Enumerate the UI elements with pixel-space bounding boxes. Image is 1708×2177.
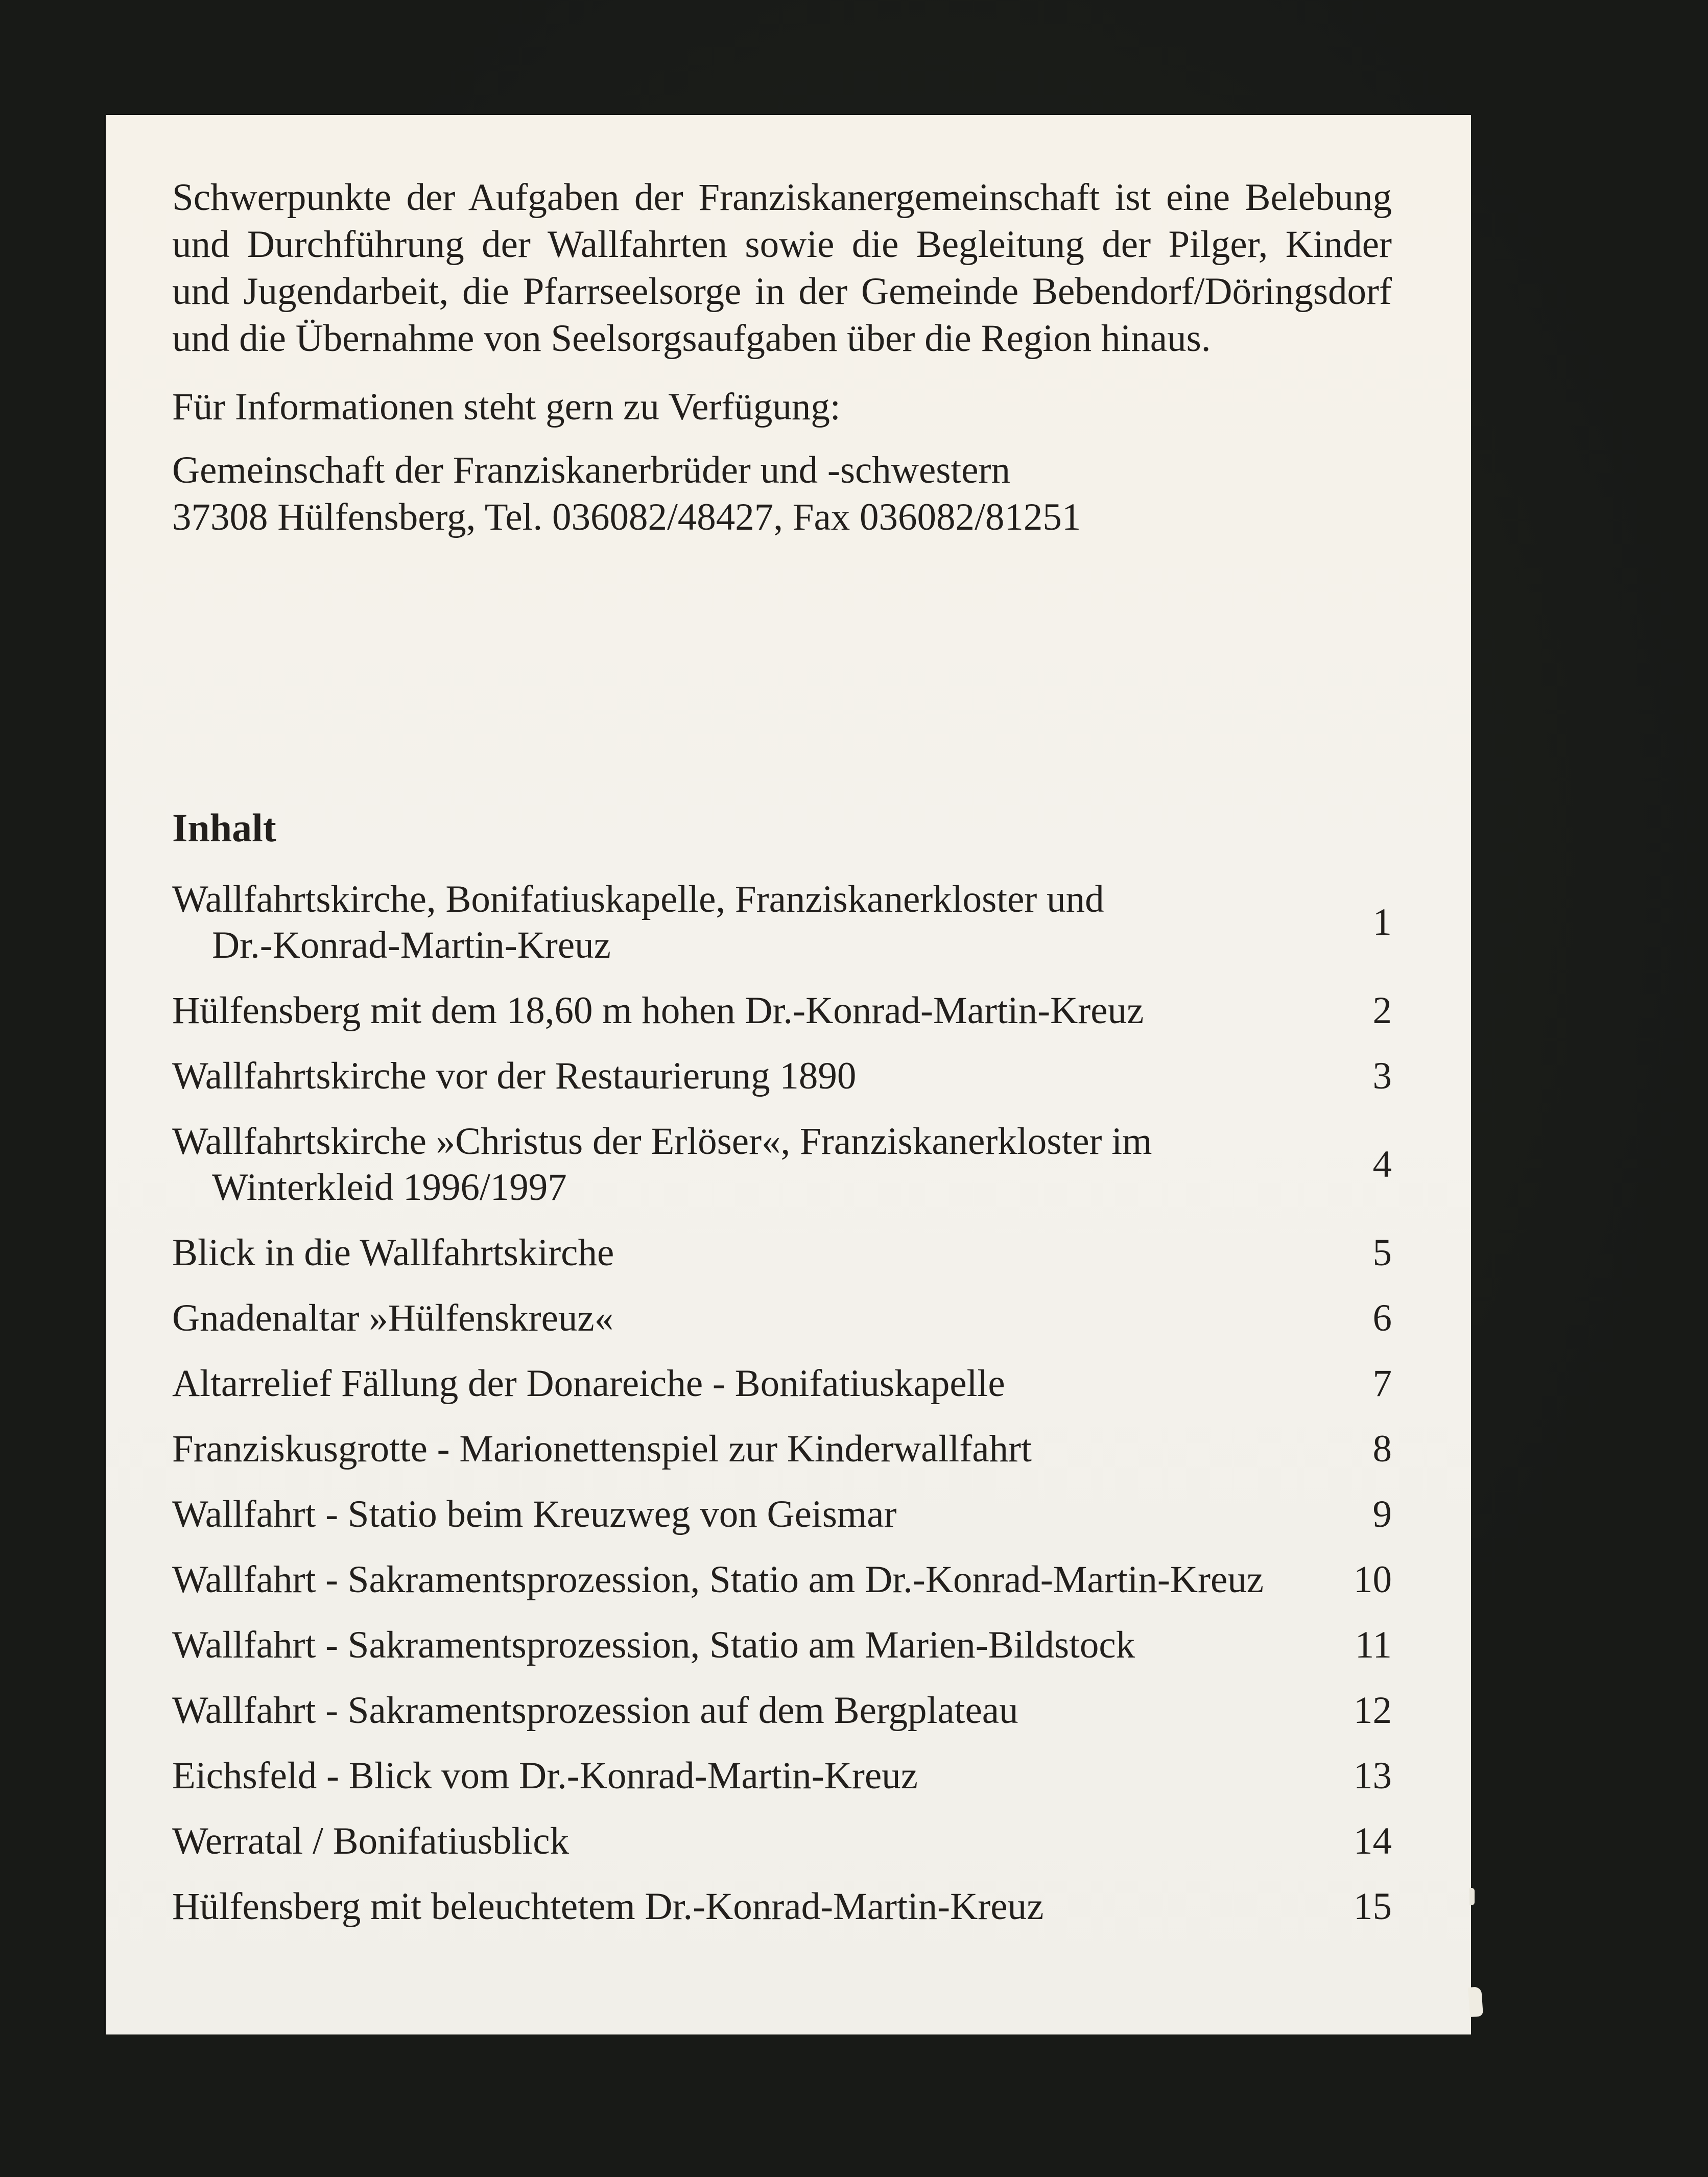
toc-entry xyxy=(172,1818,1392,1864)
intro-line: und Durchführung der Wallfahrten sowie die Begleitung der Pilger, Kinder xyxy=(172,223,1392,266)
toc-entry-title: Wallfahrt - Sakramentsprozession auf dem Bergplateau xyxy=(172,1689,1018,1732)
contact-address-line: 37308 Hülfensberg, Tel. 036082/48427, Fax 036082/81251 xyxy=(172,496,1081,538)
toc-entry xyxy=(172,1492,1392,1537)
toc-entry-title: Wallfahrtskirche, Bonifatiuskapelle, Franziskanerkloster und xyxy=(172,878,1104,920)
toc-entry-page-number: 5 xyxy=(1372,1232,1392,1274)
toc-entry xyxy=(172,1557,1392,1603)
toc-entry-title: Hülfensberg mit beleuchtetem Dr.-Konrad-Martin-Kreuz xyxy=(172,1885,1044,1928)
toc-entry-title: Wallfahrtskirche »Christus der Erlöser«, Franziskanerkloster im xyxy=(172,1120,1152,1163)
toc-entry-title: Eichsfeld - Blick vom Dr.-Konrad-Martin-Kreuz xyxy=(172,1755,918,1797)
toc-entry-title: Wallfahrt - Sakramentsprozession, Statio am Dr.-Konrad-Martin-Kreuz xyxy=(172,1558,1264,1601)
toc-entry xyxy=(172,1295,1392,1341)
toc-entry xyxy=(172,877,1392,968)
toc-entry-page-number: 14 xyxy=(1354,1820,1392,1862)
toc-entry xyxy=(172,1884,1392,1930)
toc-entry xyxy=(172,1622,1392,1668)
info-availability-line: Für Informationen steht gern zu Verfügung: xyxy=(172,386,841,428)
toc-entry-text xyxy=(172,877,1320,968)
toc-entry-page-number: 12 xyxy=(1354,1689,1392,1732)
toc-entry-page-number: 11 xyxy=(1355,1624,1392,1666)
toc-entry-title: Franziskusgrotte - Marionettenspiel zur Kinderwallfahrt xyxy=(172,1428,1032,1470)
toc-entry-page-number: 1 xyxy=(1372,901,1392,943)
toc-entry-title: Wallfahrtskirche vor der Restaurierung 1890 xyxy=(172,1055,857,1097)
toc-heading: Inhalt xyxy=(172,806,276,850)
toc-entry xyxy=(172,1119,1392,1211)
toc-entry xyxy=(172,1753,1392,1799)
toc-entry-title: Wallfahrt - Statio beim Kreuzweg von Geismar xyxy=(172,1493,897,1535)
toc-entry-page-number: 9 xyxy=(1372,1493,1392,1535)
contact-block xyxy=(172,447,1392,541)
toc-entry-page-number: 13 xyxy=(1354,1755,1392,1797)
document-page xyxy=(106,115,1471,2034)
intro-line: Schwerpunkte der Aufgaben der Franziskanergemeinschaft ist eine Belebung xyxy=(172,176,1392,219)
toc-entry-title-line2: Winterkleid 1996/1997 xyxy=(212,1166,567,1209)
toc-entry-title: Blick in die Wallfahrtskirche xyxy=(172,1232,614,1274)
toc-entry xyxy=(172,1688,1392,1734)
toc-entry-title: Wallfahrt - Sakramentsprozession, Statio am Marien-Bildstock xyxy=(172,1624,1135,1666)
paper-tear xyxy=(1468,1986,1483,2017)
toc-entry-page-number: 6 xyxy=(1372,1297,1392,1339)
toc-entry-page-number: 2 xyxy=(1372,989,1392,1032)
toc-entry xyxy=(172,1361,1392,1407)
contact-name-line: Gemeinschaft der Franziskanerbrüder und -schwestern xyxy=(172,449,1011,491)
intro-line: und Jugendarbeit, die Pfarrseelsorge in der Gemeinde Bebendorf/Döringsdorf xyxy=(172,270,1392,313)
toc-entry-page-number: 15 xyxy=(1354,1885,1392,1928)
intro-line: und die Übernahme von Seelsorgsaufgaben über die Region hinaus. xyxy=(172,317,1211,360)
toc-entry-title-line2: Dr.-Konrad-Martin-Kreuz xyxy=(212,924,611,966)
toc-entry-title: Altarrelief Fällung der Donareiche - Bonifatiuskapelle xyxy=(172,1362,1005,1405)
toc-entry-title: Werratal / Bonifatiusblick xyxy=(172,1820,570,1862)
intro-paragraph xyxy=(172,174,1392,362)
toc-entry-page-number: 3 xyxy=(1372,1055,1392,1097)
toc-entry-text xyxy=(172,1119,1320,1211)
toc-entry-page-number: 10 xyxy=(1354,1558,1392,1601)
toc-list xyxy=(172,877,1392,1930)
toc-entry-title: Hülfensberg mit dem 18,60 m hohen Dr.-Konrad-Martin-Kreuz xyxy=(172,989,1144,1032)
toc-entry-page-number: 4 xyxy=(1372,1143,1392,1186)
toc-entry-title: Gnadenaltar »Hülfenskreuz« xyxy=(172,1297,614,1339)
paper-tear xyxy=(1469,1888,1475,1905)
toc-entry xyxy=(172,1230,1392,1276)
toc-entry-page-number: 7 xyxy=(1372,1362,1392,1405)
toc-entry xyxy=(172,1053,1392,1099)
toc-entry xyxy=(172,988,1392,1034)
toc-entry xyxy=(172,1426,1392,1472)
toc-entry-page-number: 8 xyxy=(1372,1428,1392,1470)
